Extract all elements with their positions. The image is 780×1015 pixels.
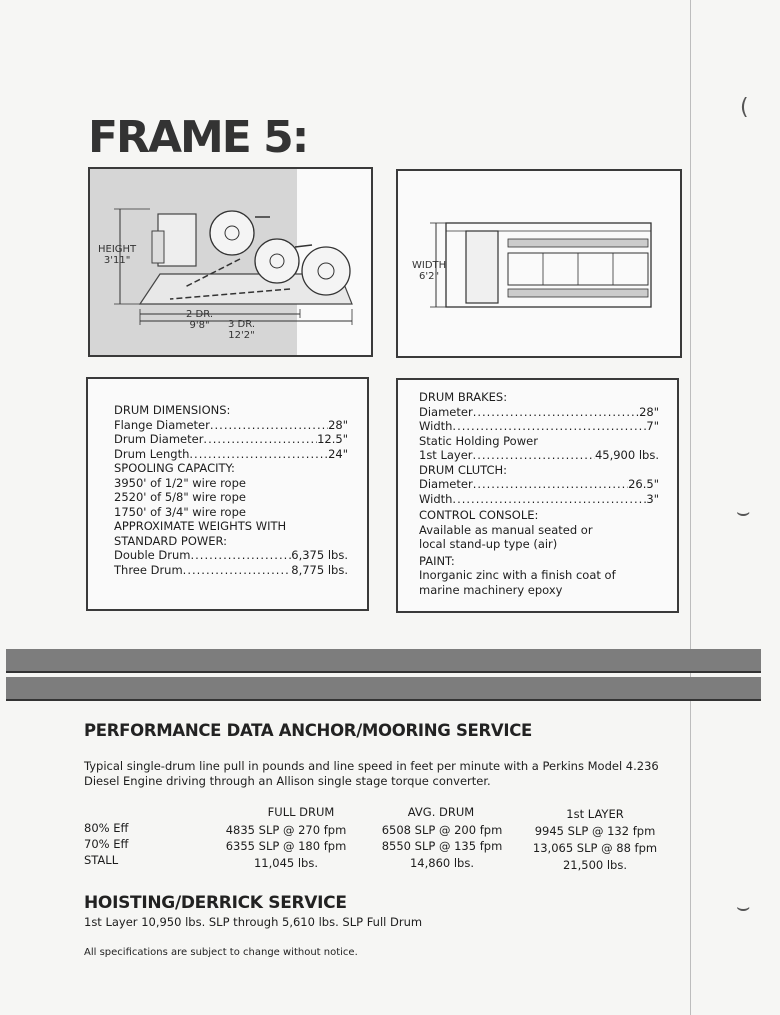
table-cell: 14,860 lbs. [409, 856, 475, 870]
hoisting-text: 1st Layer 10,950 lbs. SLP through 5,610 lbs. SLP Full Drum [84, 915, 423, 929]
page-title: FRAME 5: [88, 112, 308, 163]
spooling-heading: SPOOLING CAPACITY: [114, 461, 235, 475]
table-cell: 13,065 SLP @ 88 fpm [532, 841, 658, 855]
control-console-heading: CONTROL CONSOLE: [419, 508, 539, 522]
static-holding-label: Static Holding Power [419, 433, 538, 448]
first-layer-row: 1st Layer ..... 45,900 lbs. [419, 448, 659, 463]
row-label: 80% Eff [84, 821, 129, 835]
drum-dimensions-heading: DRUM DIMENSIONS: [114, 403, 231, 417]
divider-band [6, 677, 761, 699]
paint-line: Inorganic zinc with a finish coat of [419, 568, 616, 582]
column-header-avg-drum: AVG. DRUM [407, 805, 475, 819]
paint-line: marine machinery epoxy [419, 582, 563, 597]
table-cell: 4835 SLP @ 270 fpm [225, 823, 347, 837]
two-drum-length-label: 2 DR. 9'8" [186, 309, 214, 331]
drum-specs-text [114, 403, 348, 577]
row-label: STALL [84, 853, 119, 867]
spooling-line: 1750' of 3/4" wire rope [114, 504, 246, 519]
top-view-diagram [396, 169, 682, 358]
drum-specs-box [86, 377, 369, 611]
column-header-full-drum: FULL DRUM [267, 805, 335, 819]
height-label: HEIGHT 3'11" [98, 244, 137, 266]
divider-line [6, 671, 761, 673]
double-drum-row: Double Drum ..... 6,375 lbs. [114, 548, 348, 563]
hoisting-heading: HOISTING/DERRICK SERVICE [84, 893, 347, 913]
brake-clutch-specs-box [396, 378, 679, 613]
divider-line [6, 699, 761, 701]
drum-diameter-row: Drum Diameter ..... 12.5" [114, 432, 348, 447]
width-label: WIDTH 6'2" [412, 260, 447, 282]
drum-clutch-heading: DRUM CLUTCH: [419, 462, 508, 477]
page-edge-line [690, 0, 691, 1015]
table-cell: 11,045 lbs. [253, 856, 319, 870]
table-cell: 9945 SLP @ 132 fpm [534, 824, 656, 838]
three-drum-length-label: 3 DR. 12'2" [228, 319, 256, 341]
three-drum-row: Three Drum ..... 8,775 lbs. [114, 563, 348, 578]
footnote: All specifications are subject to change without notice. [84, 947, 358, 958]
console-line: Available as manual seated or [419, 522, 593, 537]
performance-heading: PERFORMANCE DATA ANCHOR/MOORING SERVICE [84, 721, 532, 740]
table-cell: 8550 SLP @ 135 fpm [381, 839, 503, 853]
binder-hole-mark: ( [740, 95, 749, 120]
brake-diameter-row: Diameter ..... 28" [419, 405, 659, 420]
clutch-diameter-row: Diameter ..... 26.5" [419, 477, 659, 492]
paint-heading: PAINT: [419, 553, 455, 568]
table-cell: 6508 SLP @ 200 fpm [381, 823, 503, 837]
weights-heading: STANDARD POWER: [114, 533, 228, 548]
table-cell: 6355 SLP @ 180 fpm [225, 839, 347, 853]
performance-intro: Typical single-drum line pull in pounds and line speed in feet per minute with a Perkins Model 4.236 Diesel Engine driving through an Allison single stage torque converter. [84, 759, 659, 788]
brake-clutch-specs-text [419, 390, 659, 597]
drum-length-row: Drum Length ..... 24" [114, 447, 348, 462]
drum-brakes-heading: DRUM BRAKES: [419, 390, 508, 404]
flange-diameter-row: Flange Diameter ..... 28" [114, 418, 348, 433]
console-line: local stand-up type (air) [419, 537, 558, 551]
brake-width-row: Width ..... 7" [419, 419, 659, 434]
clutch-width-row: Width ..... 3" [419, 492, 659, 507]
table-cell: 21,500 lbs. [562, 858, 628, 872]
binder-hole-mark: ⌣ [736, 895, 751, 920]
side-view-diagram [88, 167, 373, 357]
binder-hole-mark: ⌣ [736, 500, 751, 525]
column-header-first-layer: 1st LAYER [566, 807, 624, 821]
divider-band [6, 649, 761, 671]
row-label: 70% Eff [84, 837, 129, 851]
spooling-line: 3950' of 1/2" wire rope [114, 475, 246, 490]
weights-heading: APPROXIMATE WEIGHTS WITH [114, 519, 287, 533]
spooling-line: 2520' of 5/8" wire rope [114, 490, 246, 504]
